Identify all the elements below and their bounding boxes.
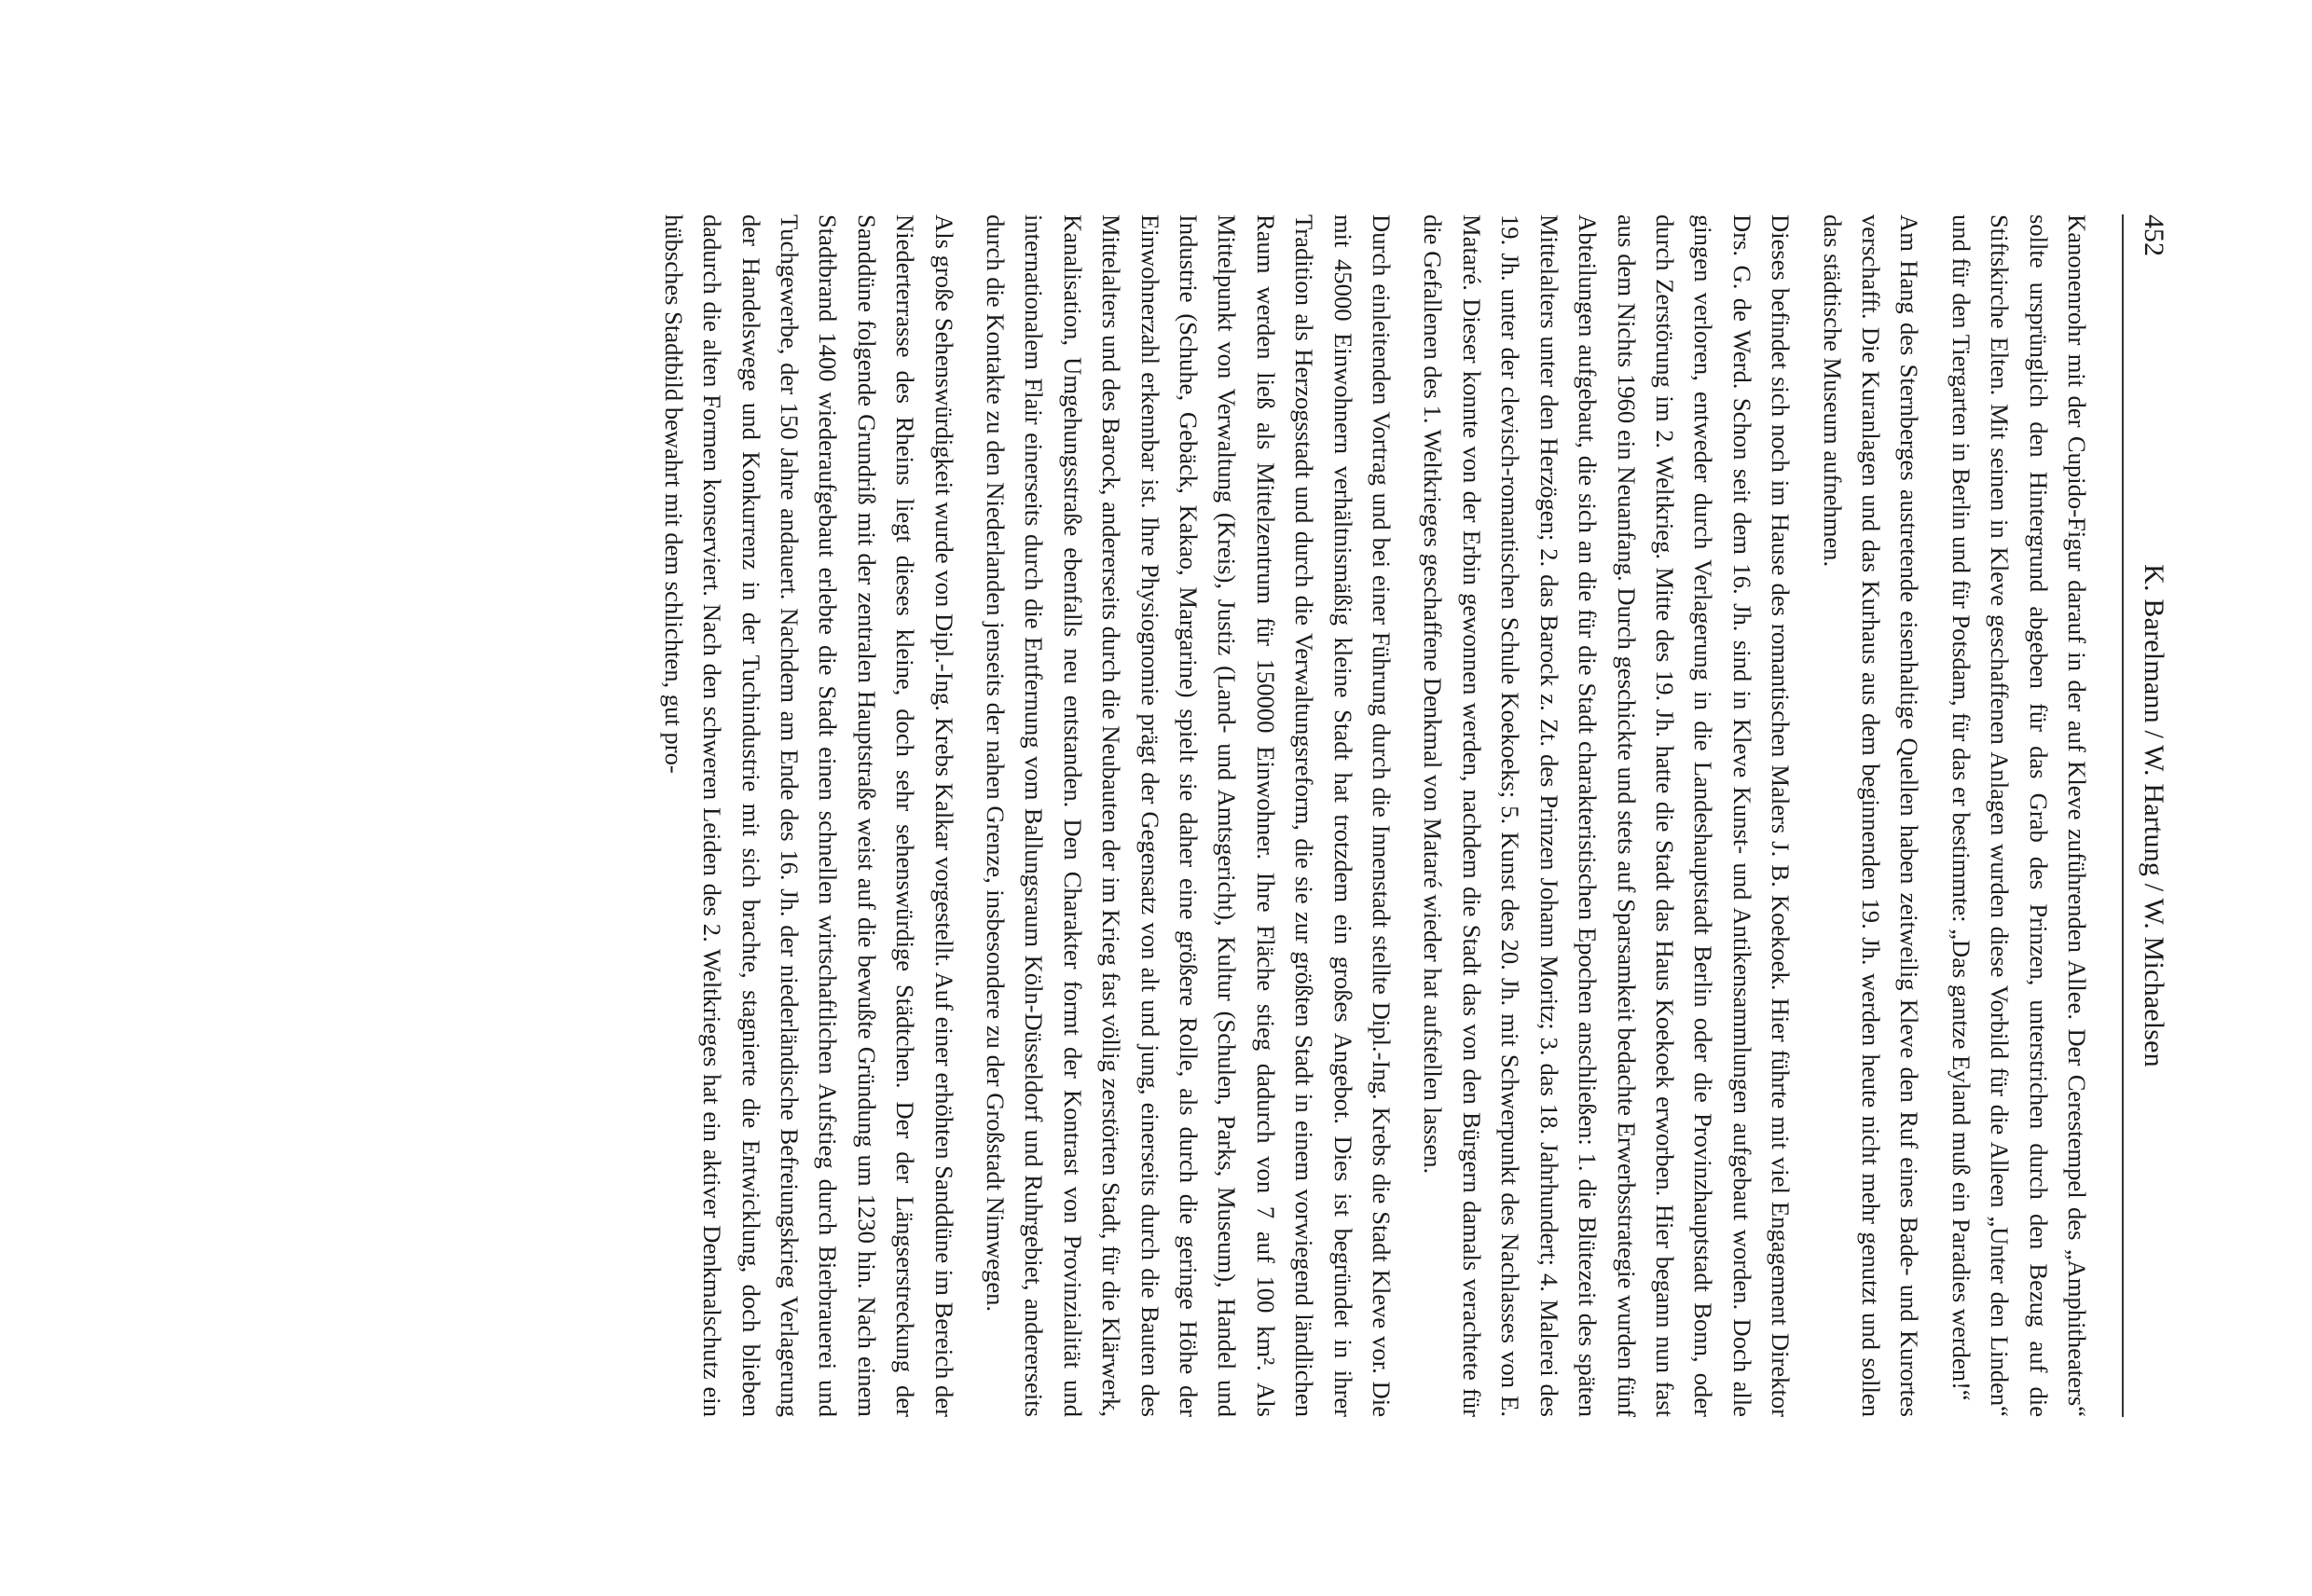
paragraph: Am Hang des Sternberges austretende eisenhaltige Quellen haben zeitweilig Kleve den Ruf eines Bade- und Kurortes verschafft. Die Kuranlagen und das Kurhaus aus dem beginnenden 19. Jh. werden heute nicht mehr genutzt und sollen das städtische Museum aufnehmen. xyxy=(1818,214,1924,1417)
paragraph: Dieses befindet sich noch im Hause des romantischen Malers J. B. Koekoek. Hier führte mit viel Engagement Direktor Drs. G. de Werd. Schon seit dem 16. Jh. sind in Kleve Kunst- und Antikensammlungen aufgebaut worden. Doch alle gingen verloren, entweder durch Verlagerung in die Landeshauptstadt Berlin oder die Provinzhauptstadt Bonn, oder durch Zerstörung im 2. Weltkrieg. Mitte des 19. Jh. hatte die Stadt das Haus Koekoek erworben. Hier begann nun fast aus dem Nichts 1960 ein Neuanfang. Durch geschickte und stets auf Sparsamkeit bedachte Erwerbsstrategie wurden fünf Abteilungen aufgebaut, die sich an die für die Stadt charakteristischen Epochen anschließen: 1. die Blütezeit des späten Mittelalters unter den Herzögen; 2. das Barock z. Zt. des Prinzen Johann Moritz; 3. das 18. Jahrhundert; 4. Malerei des 19. Jh. unter der clevisch-romantischen Schule Koekoeks; 5. Kunst des 20. Jh. mit Schwerpunkt des Nachlasses von E. Mataré. Dieser konnte von der Erbin gewonnen werden, nachdem die Stadt das von den Bürgern damals verachtete für die Gefallenen des 1. Weltkrieges geschaffene Denkmal von Mataré wieder hat aufstellen lassen. xyxy=(1419,214,1796,1417)
paragraph: Durch einleitenden Vortrag und bei einer Führung durch die Innenstadt stellte Dipl.-Ing. Krebs die Stadt Kleve vor. Die mit 45000 Einwohnern verhältnismäßig kleine Stadt hat trotzdem ein großes Angebot. Dies ist begründet in ihrer Tradition als Herzogsstadt und durch die Verwaltungsreform, die sie zur größten Stadt in einem vorwiegend ländlichen Raum werden ließ als Mittelzentrum für 150000 Einwohner. Ihre Fläche stieg dadurch von 7 auf 100 km². Als Mittelpunkt von Verwaltung (Kreis), Justiz (Land- und Amtsgericht), Kultur (Schulen, Parks, Museum), Handel und Industrie (Schuhe, Gebäck, Kakao, Margarine) spielt sie daher eine größere Rolle, als durch die geringe Höhe der Einwohnerzahl erkennbar ist. Ihre Physiognomie prägt der Gegensatz von alt und jung, einerseits durch die Bauten des Mittelalters und des Barock, andererseits durch die Neubauten der im Krieg fast völlig zerstörten Stadt, für die Klärwerk, Kanalisation, Umgehungsstraße ebenfalls neu entstanden. Den Charakter formt der Kontrast von Provinzialität und internationalem Flair einerseits durch die Entfernung vom Ballungsraum Köln-Düsseldorf und Ruhrgebiet, andererseits durch die Kontakte zu den Niederlanden jenseits der nahen Grenze, insbesondere zu der Großstadt Nimwegen. xyxy=(982,214,1397,1417)
body-text xyxy=(138,214,2096,1417)
paragraph: Kanonenrohr mit der Cupido-Figur darauf in der auf Kleve zuführenden Allee. Der Cerestempel des „Amphitheaters“ sollte ursprünglich den Hintergrund abgeben für das Grab des Prinzen, unterstrichen durch den Bezug auf die Stiftskirche Elten. Mit seinen in Kleve geschaffenen Anlagen wurden diese Vorbild für die Alleen „Unter den Linden“ und für den Tiergarten in Berlin und für Potsdam, für das er bestimmte: „Das gantze Eyland muß ein Paradies werden!“ xyxy=(1947,214,2091,1417)
paragraph: Als große Sehenswürdigkeit wurde von Dipl.-Ing. Krebs Kalkar vorgestellt. Auf einer erhöhten Sanddüne im Bereich der Niederterrasse des Rheins liegt dieses kleine, doch sehr sehenswürdige Städtchen. Der der Längserstreckung der Sanddüne folgende Grundriß mit der zentralen Hauptstraße weist auf die bewußte Gründung um 1230 hin. Nach einem Stadtbrand 1400 wiederaufgebaut erlebte die Stadt einen schnellen wirtschaftlichen Aufstieg durch Bierbrauerei und Tuchgewerbe, der 150 Jahre andauert. Nachdem am Ende des 16. Jh. der niederländische Befreiungskrieg Verlagerung der Handelswege und Konkurrenz in der Tuchindustrie mit sich brachte, stagnierte die Entwicklung, doch blieben dadurch die alten Formen konserviert. Nach den schweren Leiden des 2. Weltkrieges hat ein aktiver Denkmalschutz ein hübsches Stadtbild bewahrt mit dem schlichten, gut pro- xyxy=(659,214,958,1417)
page-header xyxy=(2116,214,2172,1417)
page-number: 452 xyxy=(2139,214,2169,256)
running-head: K. Barelmann / W. Hartung / W. Michaelsen xyxy=(2139,564,2169,1067)
header-rule xyxy=(2122,214,2124,1417)
